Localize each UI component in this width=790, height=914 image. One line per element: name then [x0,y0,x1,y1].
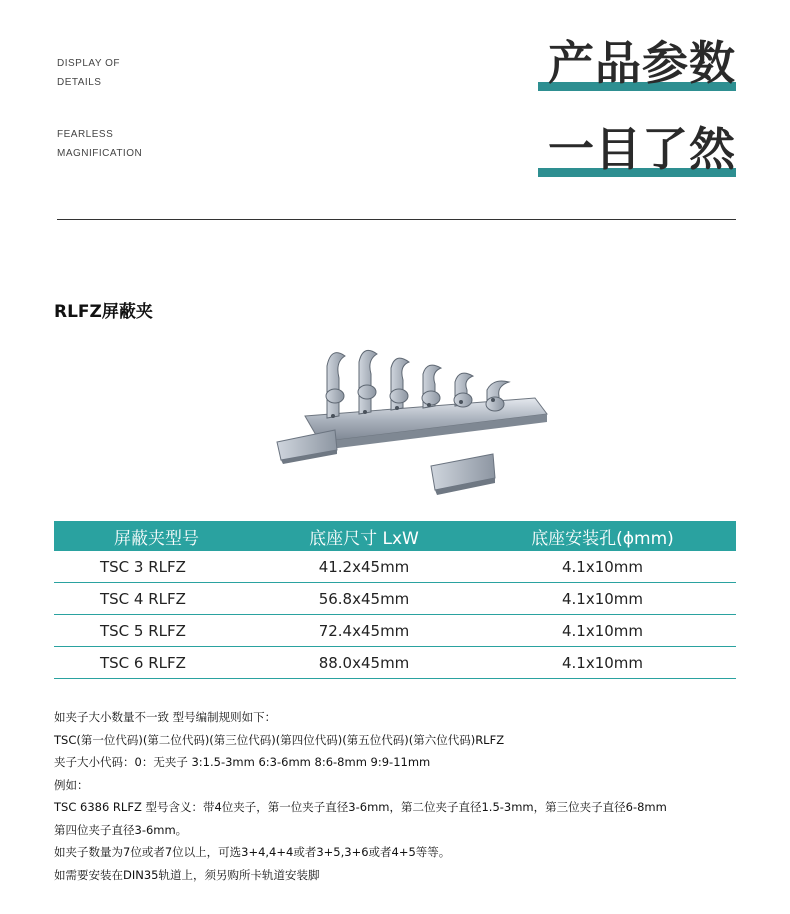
spec-table [54,521,736,679]
section-title: RLFZ屏蔽夹 [54,302,153,322]
cell-base-size: 72.4x45mm [259,615,469,647]
note-line: 如夹子数量为7位或者7位以上，可选3+4,4+4或者3+5,3+6或者4+5等等。 [54,845,451,859]
cell-model: TSC 3 RLFZ [54,551,259,583]
cell-model: TSC 6 RLFZ [54,647,259,679]
caption-fearless-magnification [57,125,142,163]
page-title-primary: 产品参数 [548,36,736,90]
table-row [54,583,736,615]
cell-model: TSC 4 RLFZ [54,583,259,615]
note-line: TSC(第一位代码)(第二位代码)(第三位代码)(第四位代码)(第五位代码)(第六位代码)RLFZ [54,732,505,747]
note-line: TSC 6386 RLFZ 型号含义：带4位夹子，第一位夹子直径3-6mm，第二位夹子直径1.5-3mm，第三位夹子直径6-8mm [54,800,667,814]
column-header-mounting-hole: 底座安装孔(ϕmm) [469,521,736,551]
table-row [54,615,736,647]
note-line: 例如： [54,777,89,792]
caption-line: DETAILS [57,77,102,88]
note-line: 夹子大小代码：0：无夹子 3:1.5-3mm 6:3-6mm 8:6-8mm 9:9-11mm [54,755,431,769]
cell-base-size: 41.2x45mm [259,551,469,583]
notes-block [54,706,754,886]
cell-mounting-hole: 4.1x10mm [469,583,736,615]
table-header-row [54,521,736,551]
note-line: 如夹子大小数量不一致 型号编制规则如下： [54,710,277,724]
table-row [54,551,736,583]
cell-mounting-hole: 4.1x10mm [469,551,736,583]
caption-line: MAGNIFICATION [57,148,143,159]
shield-clamp-icon [265,338,550,498]
page-title-secondary: 一目了然 [548,122,736,176]
cell-base-size: 56.8x45mm [259,583,469,615]
column-header-model: 屏蔽夹型号 [54,521,259,551]
cell-base-size: 88.0x45mm [259,647,469,679]
caption-display-of-details [57,54,120,92]
product-image [265,338,550,498]
caption-line: DISPLAY OF [57,58,120,69]
caption-line: FEARLESS [57,129,114,140]
note-line: 如需要安装在DIN35轨道上，须另购所卡轨道安装脚 [54,867,320,882]
table-row [54,647,736,679]
cell-mounting-hole: 4.1x10mm [469,615,736,647]
divider [57,219,736,220]
cell-mounting-hole: 4.1x10mm [469,647,736,679]
column-header-base-size: 底座尺寸 LxW [259,521,469,551]
cell-model: TSC 5 RLFZ [54,615,259,647]
note-line: 第四位夹子直径3-6mm。 [54,822,188,837]
